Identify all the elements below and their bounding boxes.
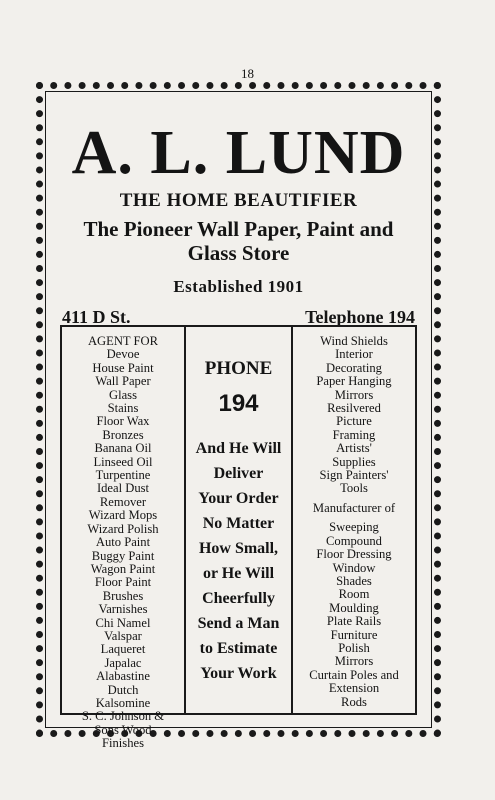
- manufactured-item: Plate Rails: [326, 614, 382, 629]
- manufactured-item: Curtain Poles and: [309, 667, 399, 682]
- service-item: Tools: [340, 481, 368, 496]
- agent-for-item: Japalac: [104, 655, 142, 670]
- telephone: Telephone 194: [305, 307, 415, 327]
- service-item: Mirrors: [334, 387, 374, 402]
- service-item: Framing: [332, 427, 376, 442]
- store-name: [56, 217, 421, 265]
- service-item: Decorating: [326, 360, 382, 375]
- service-item: Sign Painters': [319, 468, 389, 483]
- phone-column: [186, 327, 291, 713]
- agent-for-item: Wall Paper: [95, 374, 151, 389]
- delivery-promise-line: Deliver: [213, 465, 264, 482]
- agent-for-column: [62, 327, 186, 751]
- services-column: [291, 327, 415, 713]
- agent-for-item: Auto Paint: [95, 535, 151, 550]
- manufacturer-heading: Manufacturer of: [312, 500, 396, 515]
- tagline: THE HOME BEAUTIFIER: [119, 190, 358, 211]
- manufactured-item: Extension: [328, 681, 380, 696]
- service-item: Resilvered: [327, 401, 381, 416]
- established-year: Established 1901: [173, 277, 304, 296]
- delivery-promise-line: And He Will: [195, 440, 282, 457]
- agent-for-item: Sons Wood: [94, 722, 152, 737]
- service-item: Picture: [336, 414, 372, 429]
- advertisement-content: [56, 102, 421, 751]
- advertisement-border: [36, 82, 441, 751]
- manufactured-item: Compound: [326, 533, 382, 548]
- agent-for-item: Stains: [107, 401, 139, 416]
- manufactured-item: Moulding: [329, 600, 379, 615]
- agent-for-item: S. C. Johnson &: [81, 709, 165, 724]
- agent-for-item: Turpentine: [95, 468, 151, 483]
- phone-number: 194: [218, 390, 259, 417]
- three-column-table: [60, 325, 417, 751]
- agent-for-item: Valspar: [104, 628, 142, 643]
- delivery-promise: [186, 436, 291, 686]
- agent-for-item: Floor Paint: [94, 575, 152, 590]
- delivery-promise-line: Your Work: [200, 665, 277, 682]
- agent-for-item: Wizard Mops: [88, 508, 158, 523]
- agent-for-item: Laqueret: [100, 642, 146, 657]
- services-list: [293, 335, 415, 496]
- agent-for-item: Banana Oil: [94, 441, 152, 456]
- agent-for-list: [62, 348, 184, 750]
- agent-for-item: Alabastine: [96, 669, 150, 684]
- business-title: A. L. LUND: [71, 119, 406, 187]
- delivery-promise-line: No Matter: [202, 515, 275, 532]
- agent-for-item: Remover: [99, 494, 147, 509]
- service-item: Wind Shields: [320, 334, 388, 348]
- delivery-promise-line: to Estimate: [199, 640, 278, 657]
- agent-for-item: Glass: [109, 387, 137, 402]
- agent-for-item: Varnishes: [98, 602, 148, 617]
- manufactured-item: Room: [338, 587, 370, 602]
- delivery-promise-line: Your Order: [198, 490, 279, 507]
- service-item: Paper Hanging: [316, 374, 392, 389]
- delivery-promise-line: How Small,: [198, 540, 279, 557]
- manufactured-item: Rods: [341, 694, 367, 709]
- phone-label: PHONE: [204, 358, 273, 379]
- agent-for-heading: AGENT FOR: [87, 334, 159, 348]
- agent-for-item: Kalsomine: [95, 695, 151, 710]
- street-address: 411 D St.: [62, 307, 131, 327]
- manufactured-item: Sweeping: [329, 520, 379, 535]
- agent-for-item: Linseed Oil: [93, 454, 153, 469]
- manufactured-item: Window: [332, 560, 376, 575]
- agent-for-item: Chi Namel: [95, 615, 151, 630]
- manufactured-list: [293, 521, 415, 709]
- manufactured-item: Mirrors: [334, 654, 374, 669]
- delivery-promise-line: or He Will: [202, 565, 275, 582]
- manufactured-item: Floor Dressing: [316, 547, 392, 562]
- agent-for-item: Devoe: [106, 347, 140, 362]
- delivery-promise-line: Send a Man: [197, 615, 280, 632]
- page-number: 18: [241, 66, 254, 81]
- agent-for-item: Dutch: [107, 682, 139, 697]
- agent-for-item: Floor Wax: [96, 414, 150, 429]
- agent-for-item: Finishes: [102, 736, 144, 751]
- store-name-line: The Pioneer Wall Paper, Paint and: [83, 217, 394, 241]
- agent-for-item: Buggy Paint: [91, 548, 155, 563]
- store-name-line: Glass Store: [187, 241, 290, 265]
- agent-for-item: Ideal Dust: [96, 481, 150, 496]
- agent-for-item: Wagon Paint: [90, 561, 156, 576]
- service-item: Interior: [335, 347, 373, 362]
- manufactured-item: Furniture: [330, 627, 378, 642]
- manufactured-item: Polish: [338, 640, 370, 655]
- agent-for-item: Bronzes: [102, 427, 144, 442]
- agent-for-item: Wizard Polish: [87, 521, 159, 536]
- service-item: Supplies: [332, 454, 376, 469]
- service-item: Artists': [336, 441, 372, 456]
- delivery-promise-line: Cheerfully: [202, 590, 275, 607]
- manufactured-item: Shades: [336, 573, 372, 588]
- agent-for-item: House Paint: [92, 360, 154, 375]
- agent-for-item: Brushes: [102, 588, 144, 603]
